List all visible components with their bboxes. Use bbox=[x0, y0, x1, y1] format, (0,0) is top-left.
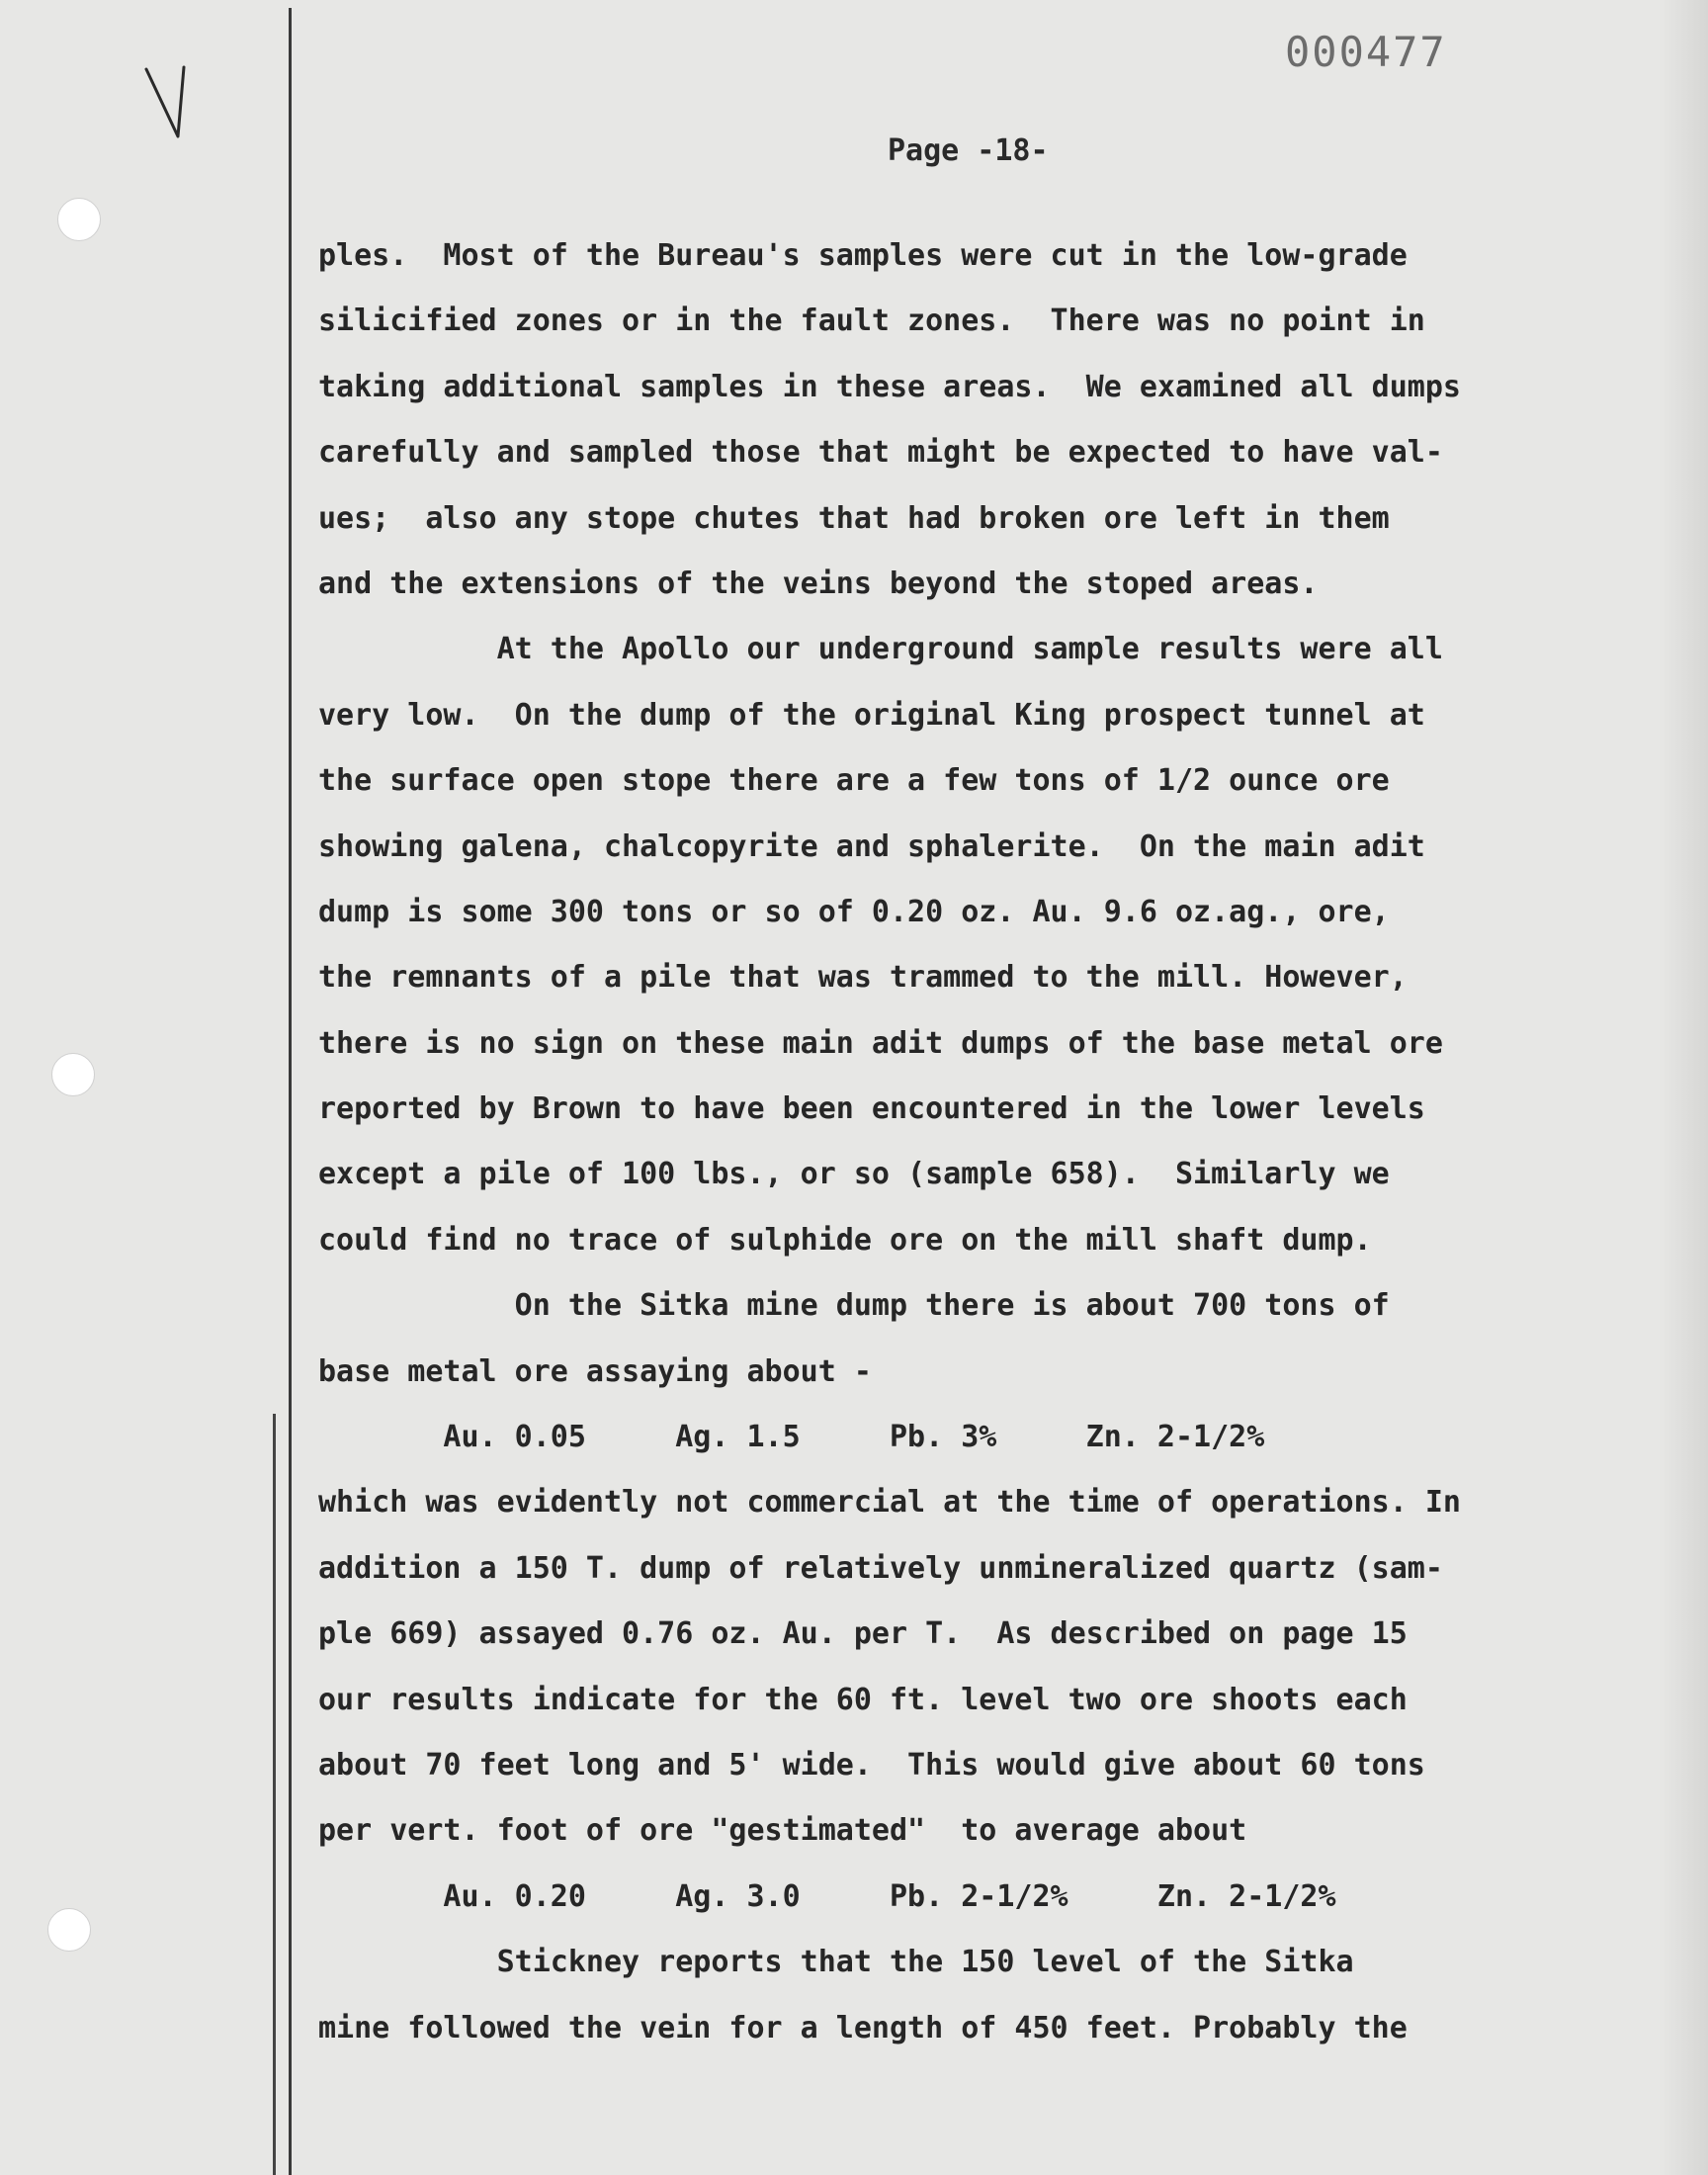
text-line: taking additional samples in these areas. We examined all dumps bbox=[318, 369, 1461, 404]
body-text bbox=[318, 229, 1702, 2067]
text-line: At the Apollo our underground sample results were all bbox=[318, 632, 1443, 667]
punch-hole-middle bbox=[51, 1053, 95, 1096]
text-line: reported by Brown to have been encountered in the lower levels bbox=[318, 1091, 1425, 1127]
text-line: showing galena, chalcopyrite and sphalerite. On the main adit bbox=[318, 828, 1425, 864]
punch-hole-top bbox=[57, 198, 101, 241]
assay-row: Au. 0.05 Ag. 1.5 Pb. 3% Zn. 2-1/2% bbox=[318, 1420, 1265, 1455]
margin-rule-lower bbox=[273, 1414, 276, 2175]
text-line: there is no sign on these main adit dumps of the base metal ore bbox=[318, 1025, 1443, 1061]
text-line: addition a 150 T. dump of relatively unmineralized quartz (sam- bbox=[318, 1550, 1443, 1586]
text-line: dump is some 300 tons or so of 0.20 oz. Au. 9.6 oz.ag., ore, bbox=[318, 894, 1390, 929]
text-line: about 70 feet long and 5' wide. This would give about 60 tons bbox=[318, 1747, 1425, 1783]
text-line: our results indicate for the 60 ft. level two ore shoots each bbox=[318, 1682, 1408, 1717]
page-number-header: Page -18- bbox=[888, 133, 1049, 168]
text-line: base metal ore assaying about - bbox=[318, 1353, 872, 1389]
text-line: silicified zones or in the fault zones. There was no point in bbox=[318, 304, 1425, 339]
text-line: carefully and sampled those that might be expected to have val- bbox=[318, 435, 1443, 471]
text-line: very low. On the dump of the original King prospect tunnel at bbox=[318, 697, 1425, 733]
assay-row: Au. 0.20 Ag. 3.0 Pb. 2-1/2% Zn. 2-1/2% bbox=[318, 1878, 1336, 1914]
text-line: ues; also any stope chutes that had broken ore left in them bbox=[318, 500, 1390, 536]
text-line: and the extensions of the veins beyond the stoped areas. bbox=[318, 566, 1319, 601]
text-line: ples. Most of the Bureau's samples were cut in the low-grade bbox=[318, 238, 1408, 273]
text-line: except a pile of 100 lbs., or so (sample 658). Similarly we bbox=[318, 1157, 1390, 1192]
margin-rule bbox=[289, 8, 292, 2175]
text-line: per vert. foot of ore "gestimated" to average about bbox=[318, 1813, 1247, 1849]
punch-hole-bottom bbox=[47, 1908, 91, 1952]
text-line: On the Sitka mine dump there is about 700 tons of bbox=[318, 1288, 1390, 1324]
text-line: mine followed the vein for a length of 450 feet. Probably the bbox=[318, 2010, 1408, 2045]
document-stamp-number: 000477 bbox=[1285, 28, 1447, 76]
text-line: the remnants of a pile that was trammed to the mill. However, bbox=[318, 960, 1408, 996]
text-line: ple 669) assayed 0.76 oz. Au. per T. As described on page 15 bbox=[318, 1616, 1408, 1652]
text-line: could find no trace of sulphide ore on the mill shaft dump. bbox=[318, 1222, 1372, 1258]
text-line: the surface open stope there are a few tons of 1/2 ounce ore bbox=[318, 763, 1390, 799]
checkmark-icon bbox=[138, 59, 217, 148]
text-line: which was evidently not commercial at the time of operations. In bbox=[318, 1485, 1461, 1521]
text-line: Stickney reports that the 150 level of the Sitka bbox=[318, 1945, 1354, 1980]
